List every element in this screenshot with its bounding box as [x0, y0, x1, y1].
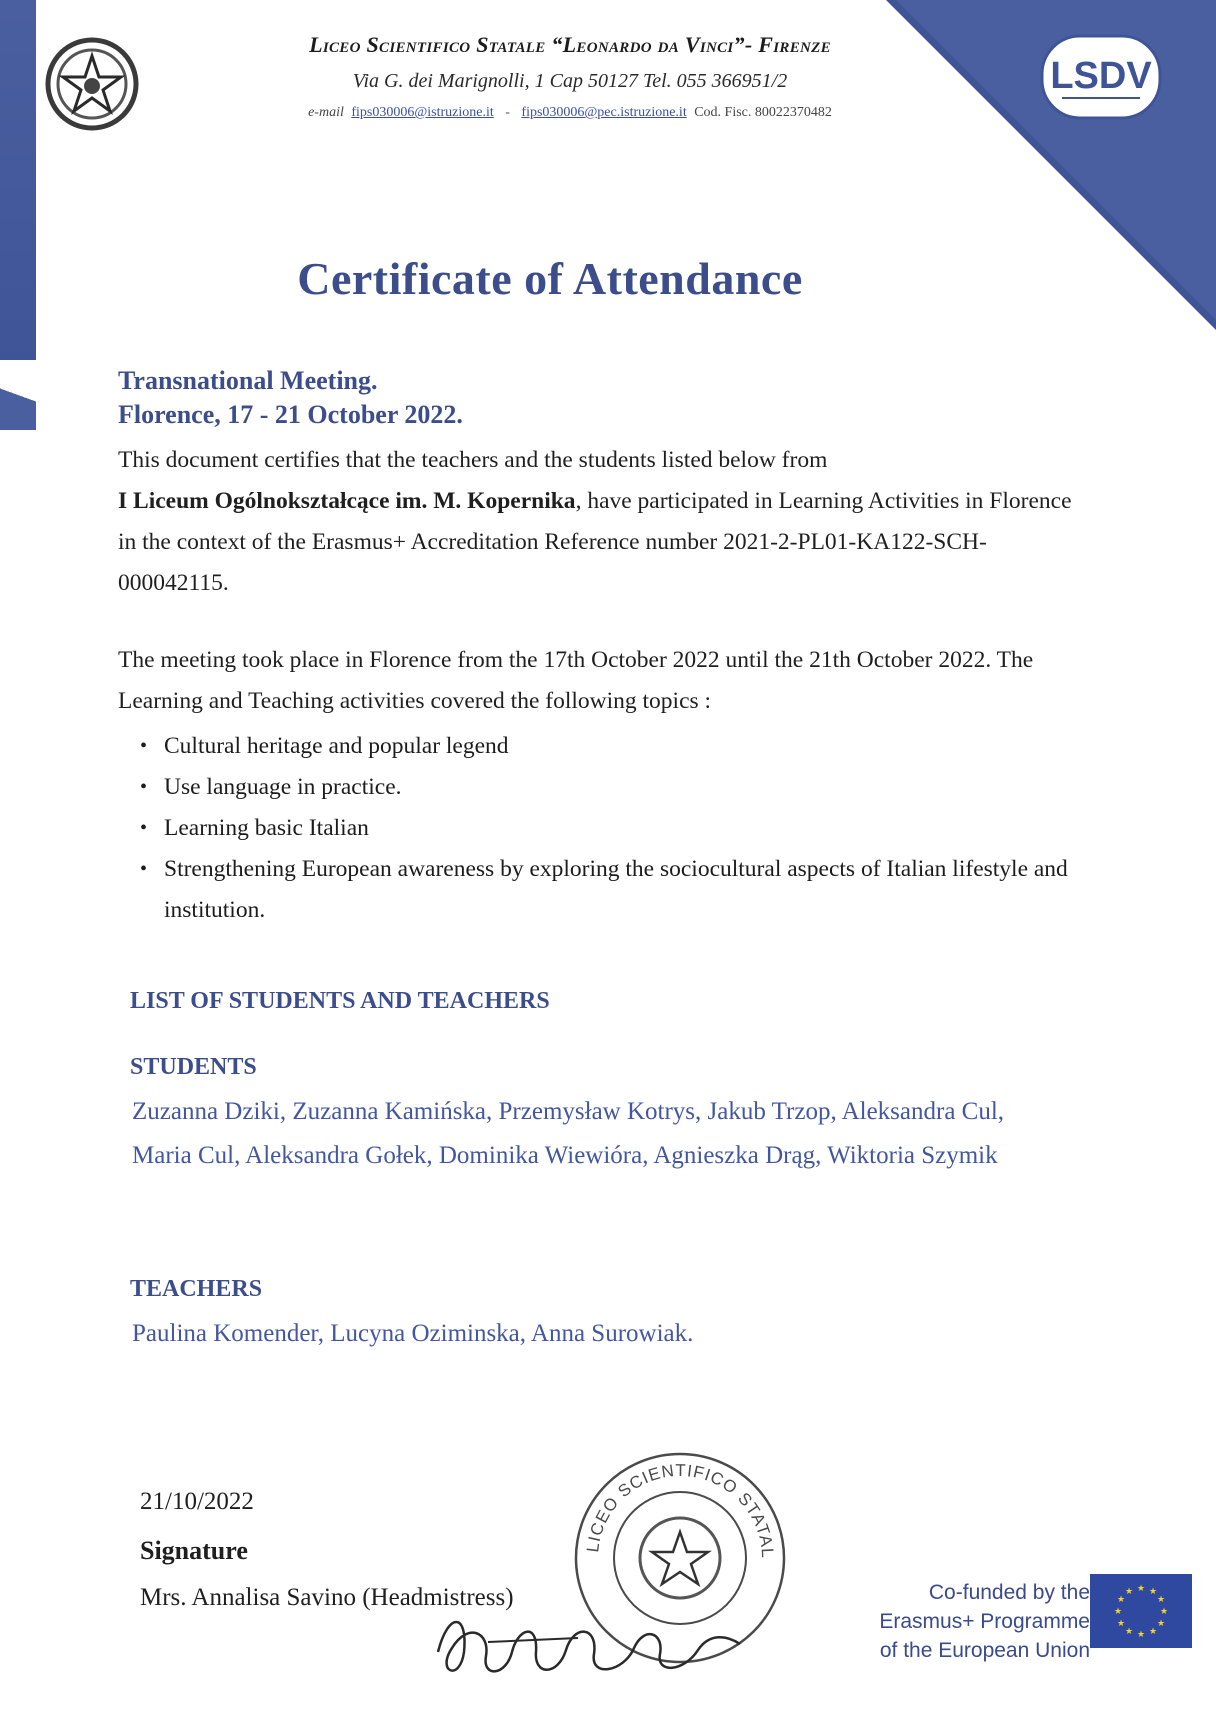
- svg-text:LICEO SCIENTIFICO STATALE "LEO: [570, 1448, 777, 1559]
- teachers-heading: TEACHERS: [130, 1276, 263, 1302]
- school-name: Liceo Scientifico Statale “Leonardo da Vinci”- Firenze: [309, 32, 831, 57]
- email-link-istruzione[interactable]: fips030006@istruzione.it: [351, 105, 494, 120]
- handwritten-signature: [428, 1592, 748, 1692]
- meeting-info: [118, 364, 463, 432]
- svg-text:★: ★: [1116, 1595, 1126, 1605]
- svg-text:★: ★: [1124, 1587, 1134, 1597]
- svg-text:★: ★: [1124, 1627, 1134, 1637]
- certificate-title: Certificate of Attendance: [297, 253, 803, 304]
- students-heading: STUDENTS: [130, 1054, 257, 1080]
- email-separator: -: [505, 105, 510, 120]
- svg-text:★: ★: [1148, 1587, 1158, 1597]
- signer-name: Mrs. Annalisa Savino (Headmistress): [140, 1584, 514, 1611]
- email-link-pec[interactable]: fips030006@pec.istruzione.it: [521, 105, 687, 120]
- lsdv-logo: [1040, 34, 1162, 120]
- svg-text:★: ★: [1113, 1607, 1123, 1617]
- logo-text: LSDV: [1050, 55, 1152, 97]
- stamp-text: LICEO SCIENTIFICO STATAL: [583, 1460, 778, 1560]
- partner-school-name: I Liceum Ogólnokształcące im. M. Kopernika: [118, 488, 576, 514]
- topic-item: • Learning basic Italian: [140, 808, 1080, 849]
- eu-funding-line-1: Co-funded by the: [928, 1581, 1090, 1604]
- teachers-names: Paulina Komender, Lucyna Oziminska, Anna Surowiak.: [132, 1320, 694, 1347]
- certification-intro: This document certifies that the teachers and the students listed below from: [118, 447, 828, 473]
- certification-details: , have participated in Learning Activities in Florence in the context of the Erasmus+ Accreditation Reference number 2021-2-PL01-KA122-SCH-000042115.: [118, 488, 1072, 596]
- topic-item: • Strengthening European awareness by exploring the sociocultural aspects of Italian lifestyle and institution.: [140, 849, 1080, 931]
- svg-text:★: ★: [1116, 1619, 1126, 1629]
- email-label: e-mail: [308, 105, 344, 120]
- topic-item: • Use language in practice.: [140, 767, 1080, 808]
- meeting-location-date: Florence, 17 - 21 October 2022.: [118, 400, 463, 429]
- svg-text:★: ★: [1136, 1584, 1146, 1594]
- meeting-name: Transnational Meeting.: [118, 366, 378, 395]
- school-contacts: [190, 105, 950, 121]
- eu-funding-line-3: of the European Union: [879, 1639, 1090, 1662]
- left-decorative-stripe: [0, 0, 36, 430]
- italian-republic-emblem-icon: [44, 36, 140, 132]
- signature-label: Signature: [140, 1536, 248, 1565]
- students-names: Zuzanna Dziki, Zuzanna Kamińska, Przemysław Kotrys, Jakub Trzop, Aleksandra Cul, Maria Cul, Aleksandra Gołek, Dominika Wiewióra, Agnieszka Drąg, Wiktoria Szymik: [132, 1098, 1005, 1169]
- meeting-paragraph: The meeting took place in Florence from the 17th October 2022 until the 21th October 2022. The Learning and Teaching activities covered the following topics :: [118, 647, 1034, 714]
- svg-text:★: ★: [1156, 1595, 1166, 1605]
- certification-paragraph: [118, 440, 1078, 604]
- participants-list-heading: LIST OF STUDENTS AND TEACHERS: [130, 988, 550, 1014]
- svg-text:★: ★: [1156, 1619, 1166, 1629]
- eu-funding-line-2: Erasmus+ Programme: [879, 1610, 1090, 1633]
- topic-item: • Cultural heritage and popular legend: [140, 726, 1080, 767]
- issue-date: 21/10/2022: [140, 1488, 254, 1515]
- eu-funding-statement: [840, 1578, 1090, 1665]
- topics-list: [140, 726, 1080, 931]
- school-header: [190, 32, 950, 121]
- eu-flag-icon: [1090, 1574, 1192, 1648]
- fiscal-code: Cod. Fisc. 80022370482: [694, 105, 832, 120]
- school-address: Via G. dei Marignolli, 1 Cap 50127 Tel. 055 366951/2: [352, 70, 788, 92]
- svg-text:★: ★: [1148, 1627, 1158, 1637]
- svg-text:★: ★: [1159, 1607, 1169, 1617]
- svg-text:★: ★: [1136, 1630, 1146, 1640]
